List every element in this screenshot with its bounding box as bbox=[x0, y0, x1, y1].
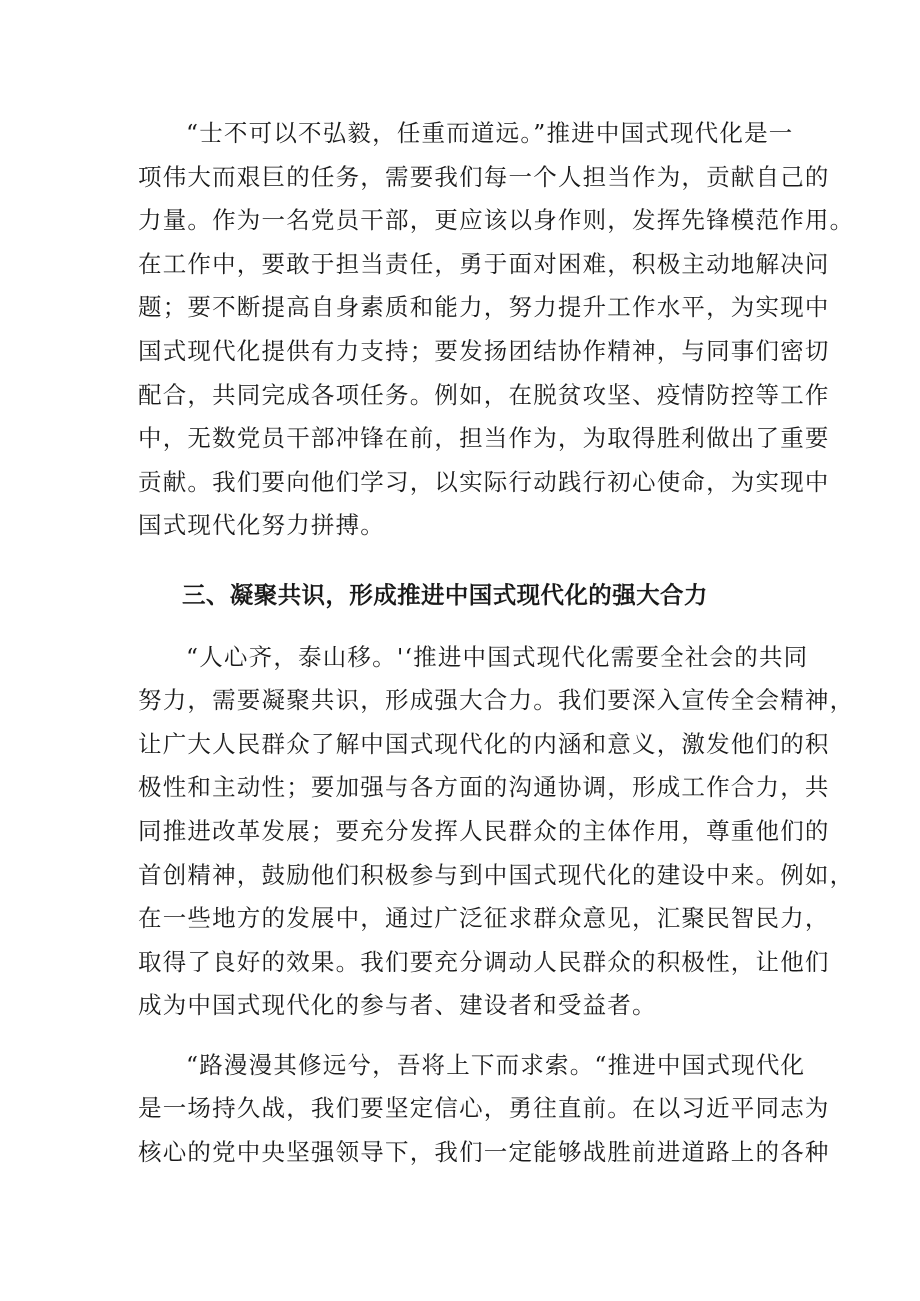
paragraph-line: 力量。作为一名党员干部，更应该以身作则，发挥先锋模范作用。 bbox=[138, 206, 855, 235]
section-heading: 三、凝聚共识，形成推进中国式现代化的强大合力 bbox=[182, 580, 708, 609]
paragraph-1 bbox=[138, 112, 855, 548]
paragraph-2 bbox=[138, 636, 855, 1028]
paragraph-line: “路漫漫其修远兮，吾将上下而求索。“推进中国式现代化 bbox=[186, 1050, 806, 1079]
paragraph-line: 取得了良好的效果。我们要充分调动人民群众的积极性，让他们 bbox=[138, 947, 830, 976]
paragraph-line: 努力，需要凝聚共识，形成强大合力。我们要深入宣传全会精神， bbox=[138, 686, 855, 715]
paragraph-line: 国式现代化提供有力支持；要发扬团结协作精神，与同事们密切 bbox=[138, 336, 830, 365]
paragraph-line: 是一场持久战，我们要坚定信心，勇往直前。在以习近平同志为 bbox=[138, 1094, 830, 1123]
paragraph-spacer bbox=[138, 1028, 802, 1044]
paragraph-line: “人心齐，泰山移。'‘推进中国式现代化需要全社会的共同 bbox=[186, 642, 809, 671]
paragraph-line: 配合，共同完成各项任务。例如，在脱贫攻坚、疫情防控等工作 bbox=[138, 380, 830, 409]
paragraph-line: 国式现代化努力拼搏。 bbox=[138, 511, 385, 540]
paragraph-line: 在一些地方的发展中，通过广泛征求群众意见，汇聚民智民力， bbox=[138, 904, 830, 933]
paragraph-line: 同推进改革发展；要充分发挥人民群众的主体作用，尊重他们的 bbox=[138, 816, 830, 845]
paragraph-line: 在工作中，要敢于担当责任，勇于面对困难，积极主动地解决问 bbox=[138, 249, 830, 278]
paragraph-line: 中，无数党员干部冲锋在前，担当作为，为取得胜利做出了重要 bbox=[138, 424, 830, 453]
paragraph-line: 核心的党中央坚强领导下，我们一定能够战胜前进道路上的各种 bbox=[138, 1138, 830, 1167]
paragraph-line: “士不可以不弘毅，任重而道远。”推进中国式现代化是一 bbox=[186, 119, 794, 147]
paragraph-line: 成为中国式现代化的参与者、建设者和受益者。 bbox=[138, 991, 657, 1020]
paragraph-line: 题；要不断提高自身素质和能力，努力提升工作水平，为实现中 bbox=[138, 293, 830, 322]
paragraph-line: 首创精神，鼓励他们积极参与到中国式现代化的建设中来。例如， bbox=[138, 860, 855, 889]
paragraph-line: 项伟大而艰巨的任务，需要我们每一个人担当作为，贡献自己的 bbox=[138, 162, 830, 191]
paragraph-line: 贡献。我们要向他们学习，以实际行动践行初心使命，为实现中 bbox=[138, 467, 830, 496]
document-body bbox=[138, 112, 855, 1175]
paragraph-line: 极性和主动性；要加强与各方面的沟通协调，形成工作合力，共 bbox=[138, 773, 830, 802]
paragraph-3 bbox=[138, 1044, 830, 1175]
paragraph-line: 让广大人民群众了解中国式现代化的内涵和意义，激发他们的积 bbox=[138, 729, 830, 758]
